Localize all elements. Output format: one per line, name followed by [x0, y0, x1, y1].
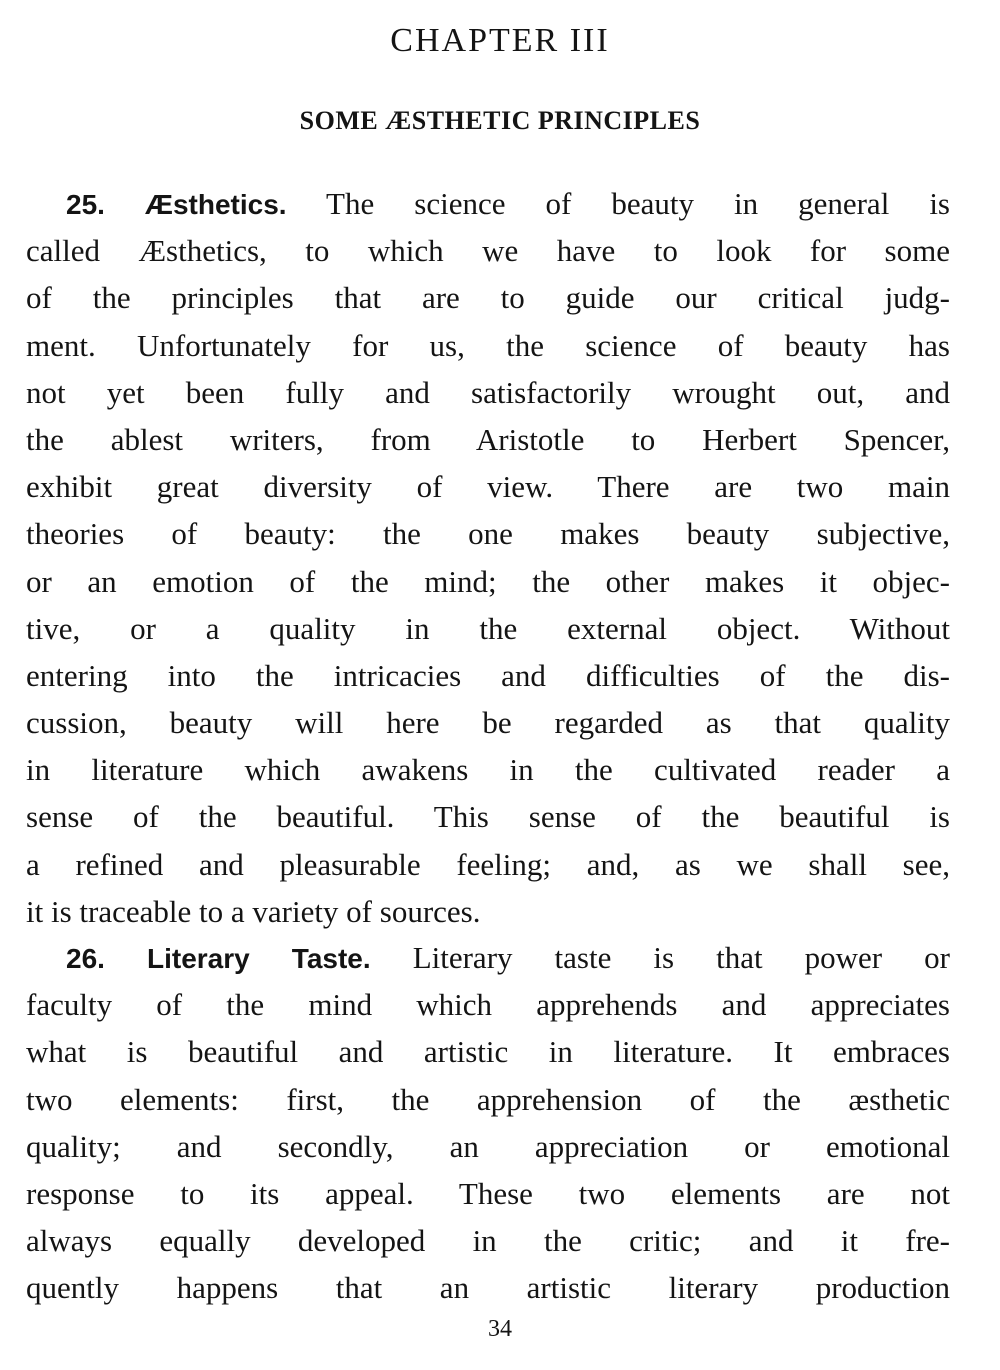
paragraph-26 — [26, 934, 950, 1312]
paragraph-line: quently happens that an artistic literary production — [26, 1270, 950, 1306]
paragraph-line: sense of the beautiful. This sense of the beautiful is — [26, 799, 950, 835]
paragraph-line: always equally developed in the critic; and it fre- — [26, 1223, 950, 1259]
paragraph-line: tive, or a quality in the external object. Without — [26, 610, 950, 646]
paragraph-line: called Æsthetics, to which we have to look for some — [26, 233, 950, 269]
paragraph-line: theories of beauty: the one makes beauty subjective, — [26, 516, 950, 552]
paragraph-line: ment. Unfortunately for us, the science of beauty has — [26, 327, 950, 363]
paragraph-line: of the principles that are to guide our critical judg- — [26, 280, 950, 316]
paragraph-heading: 26. Literary Taste. — [66, 943, 371, 974]
paragraph-line: a refined and pleasurable feeling; and, as we shall see, — [26, 846, 950, 882]
paragraph-line: or an emotion of the mind; the other makes it objec- — [26, 563, 950, 599]
paragraph-line-text: The science of beauty in general is — [326, 186, 950, 221]
paragraph-line-text: Literary taste is that power or — [412, 940, 951, 975]
paragraph-line: entering into the intricacies and difficulties of the dis- — [26, 657, 950, 693]
paragraph-line: in literature which awakens in the cultivated reader a — [26, 752, 950, 788]
paragraph-line: faculty of the mind which apprehends and appreciates — [26, 987, 950, 1023]
paragraph-line — [26, 934, 950, 981]
paragraph-line: the ablest writers, from Aristotle to Herbert Spencer, — [26, 421, 950, 457]
paragraph-line: it is traceable to a variety of sources. — [26, 893, 481, 929]
paragraph-line: quality; and secondly, an appreciation or emotional — [26, 1128, 950, 1164]
paragraph-line: cussion, beauty will here be regarded as that quality — [26, 705, 950, 741]
chapter-heading: CHAPTER III — [390, 22, 610, 59]
page-number: 34 — [488, 1316, 512, 1342]
paragraph-line — [26, 180, 950, 227]
paragraph-line: two elements: first, the apprehension of the æsthetic — [26, 1081, 950, 1117]
chapter-title: SOME ÆSTHETIC PRINCIPLES — [299, 106, 701, 135]
paragraph-line: exhibit great diversity of view. There are two main — [26, 469, 950, 505]
paragraph-25 — [26, 180, 950, 935]
paragraph-heading: 25. Æsthetics. — [66, 189, 287, 220]
paragraph-line: not yet been fully and satisfactorily wrought out, and — [26, 374, 950, 410]
paragraph-line: what is beautiful and artistic in literature. It embraces — [26, 1034, 950, 1070]
paragraph-line: response to its appeal. These two elements are not — [26, 1175, 950, 1211]
